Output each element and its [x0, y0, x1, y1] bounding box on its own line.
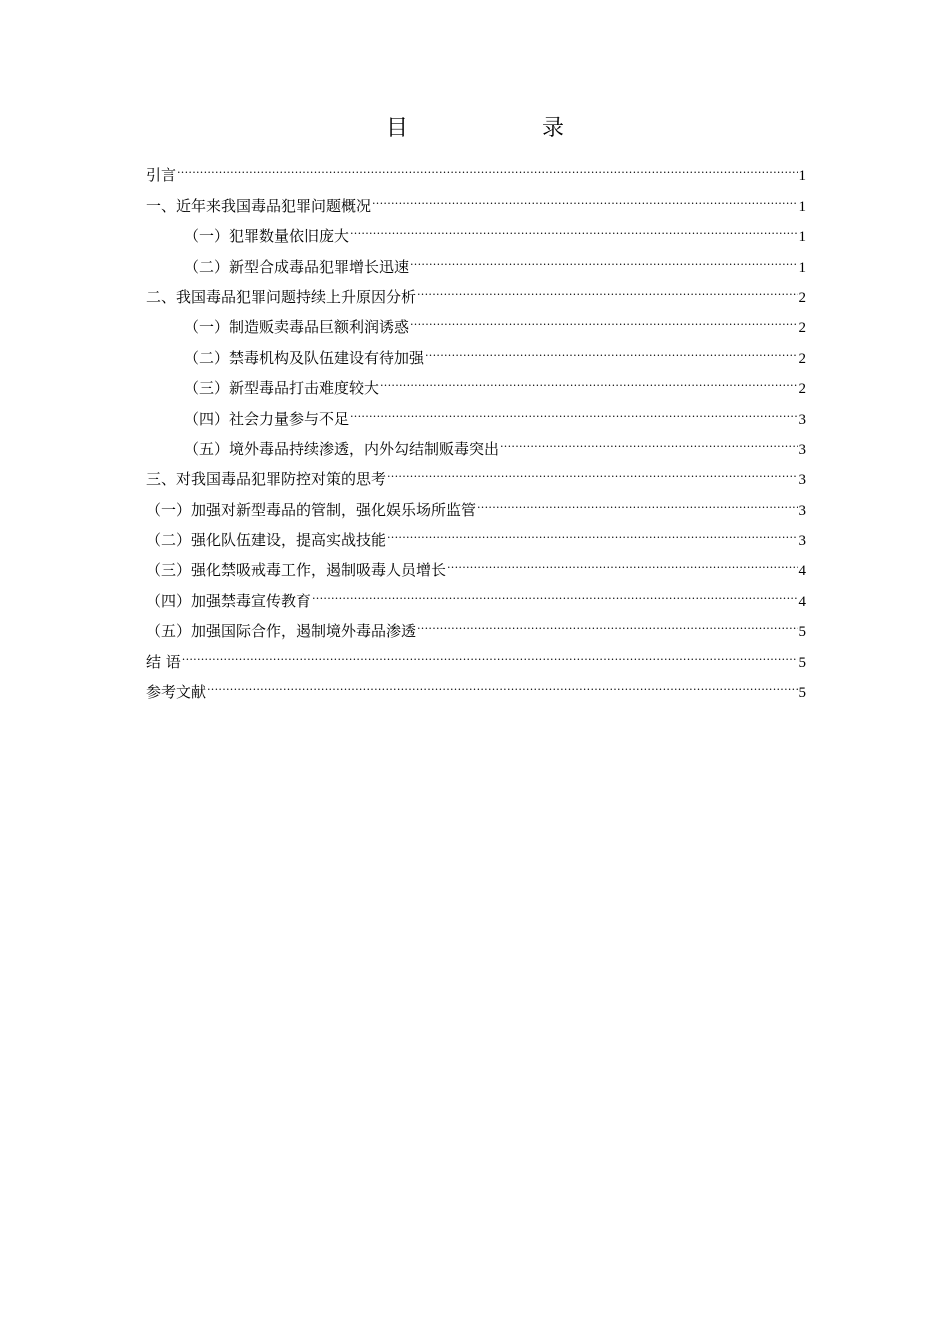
title-char-1: 目: [385, 116, 408, 141]
table-of-contents: [146, 150, 806, 702]
toc-entry-label: （一）加强对新型毒品的管制，强化娱乐场所监管: [146, 500, 477, 519]
toc-entry-label: （二）强化队伍建设，提高实战技能: [146, 531, 387, 550]
toc-entry-label: 引言: [146, 166, 177, 185]
toc-leader: [387, 454, 797, 484]
title-char-2: 录: [542, 116, 565, 141]
toc-leader: [410, 302, 797, 332]
toc-entry-page: 1: [798, 198, 806, 215]
toc-entry-page: 3: [798, 411, 806, 428]
toc-leader: [182, 636, 798, 666]
toc-leader: [372, 180, 797, 210]
toc-entry-label: 二、我国毒品犯罪问题持续上升原因分析: [146, 287, 417, 306]
toc-entry-label: 三、对我国毒品犯罪防控对策的思考: [146, 470, 387, 489]
toc-entry-page: 3: [798, 472, 806, 489]
toc-entry-page: 4: [798, 593, 806, 610]
toc-entry-label: （五）境外毒品持续渗透，内外勾结制贩毒突出: [184, 439, 500, 458]
toc-entry-page: 3: [798, 441, 806, 458]
toc-leader: [380, 363, 797, 393]
toc-entry-label: 结 语: [146, 652, 181, 671]
toc-entry-label: （二）新型合成毒品犯罪增长迅速: [184, 257, 410, 276]
toc-leader: [387, 515, 797, 545]
toc-entry[interactable]: [146, 180, 806, 215]
toc-leader: [350, 211, 797, 241]
toc-entry[interactable]: [146, 636, 806, 671]
toc-entry-label: （二）禁毒机构及队伍建设有待加强: [184, 348, 425, 367]
toc-entry-label: （三）新型毒品打击难度较大: [184, 379, 380, 398]
toc-leader: [425, 332, 797, 362]
toc-entry-label: （一）犯罪数量依旧庞大: [184, 227, 350, 246]
toc-entry-page: 2: [798, 381, 806, 398]
toc-leader: [312, 575, 797, 605]
toc-entry-label: （三）强化禁吸戒毒工作，遏制吸毒人员增长: [146, 561, 447, 580]
toc-entry-page: 2: [798, 350, 806, 367]
toc-leader: [207, 667, 797, 697]
toc-entry-page: 3: [798, 502, 806, 519]
toc-leader: [417, 606, 797, 636]
toc-entry-page: 1: [798, 229, 806, 246]
toc-entry[interactable]: [146, 667, 806, 702]
toc-entry-label: （四）社会力量参与不足: [184, 409, 350, 428]
toc-entry-label: （四）加强禁毒宣传教育: [146, 591, 312, 610]
toc-entry-label: （一）制造贩卖毒品巨额利润诱惑: [184, 318, 410, 337]
toc-leader: [447, 545, 797, 575]
toc-entry-page: 1: [798, 259, 806, 276]
toc-entry-page: 2: [798, 289, 806, 306]
toc-leader: [410, 241, 797, 271]
toc-leader: [177, 150, 797, 180]
toc-leader: [417, 272, 797, 302]
toc-leader: [500, 424, 797, 454]
toc-entry[interactable]: [146, 150, 806, 185]
toc-entry-page: 4: [798, 563, 806, 580]
toc-entry-page: 5: [798, 685, 806, 702]
toc-entry-page: 5: [798, 624, 806, 641]
toc-entry-label: 参考文献: [146, 683, 207, 702]
toc-entry-page: 2: [798, 320, 806, 337]
page-title: [0, 114, 950, 144]
toc-entry-page: 1: [798, 168, 806, 185]
toc-entry-label: 一、近年来我国毒品犯罪问题概况: [146, 196, 372, 215]
toc-entry-label: （五）加强国际合作，遏制境外毒品渗透: [146, 622, 417, 641]
toc-leader: [477, 484, 797, 514]
toc-leader: [350, 393, 797, 423]
toc-entry-page: 3: [798, 533, 806, 550]
toc-entry-page: 5: [798, 654, 806, 671]
